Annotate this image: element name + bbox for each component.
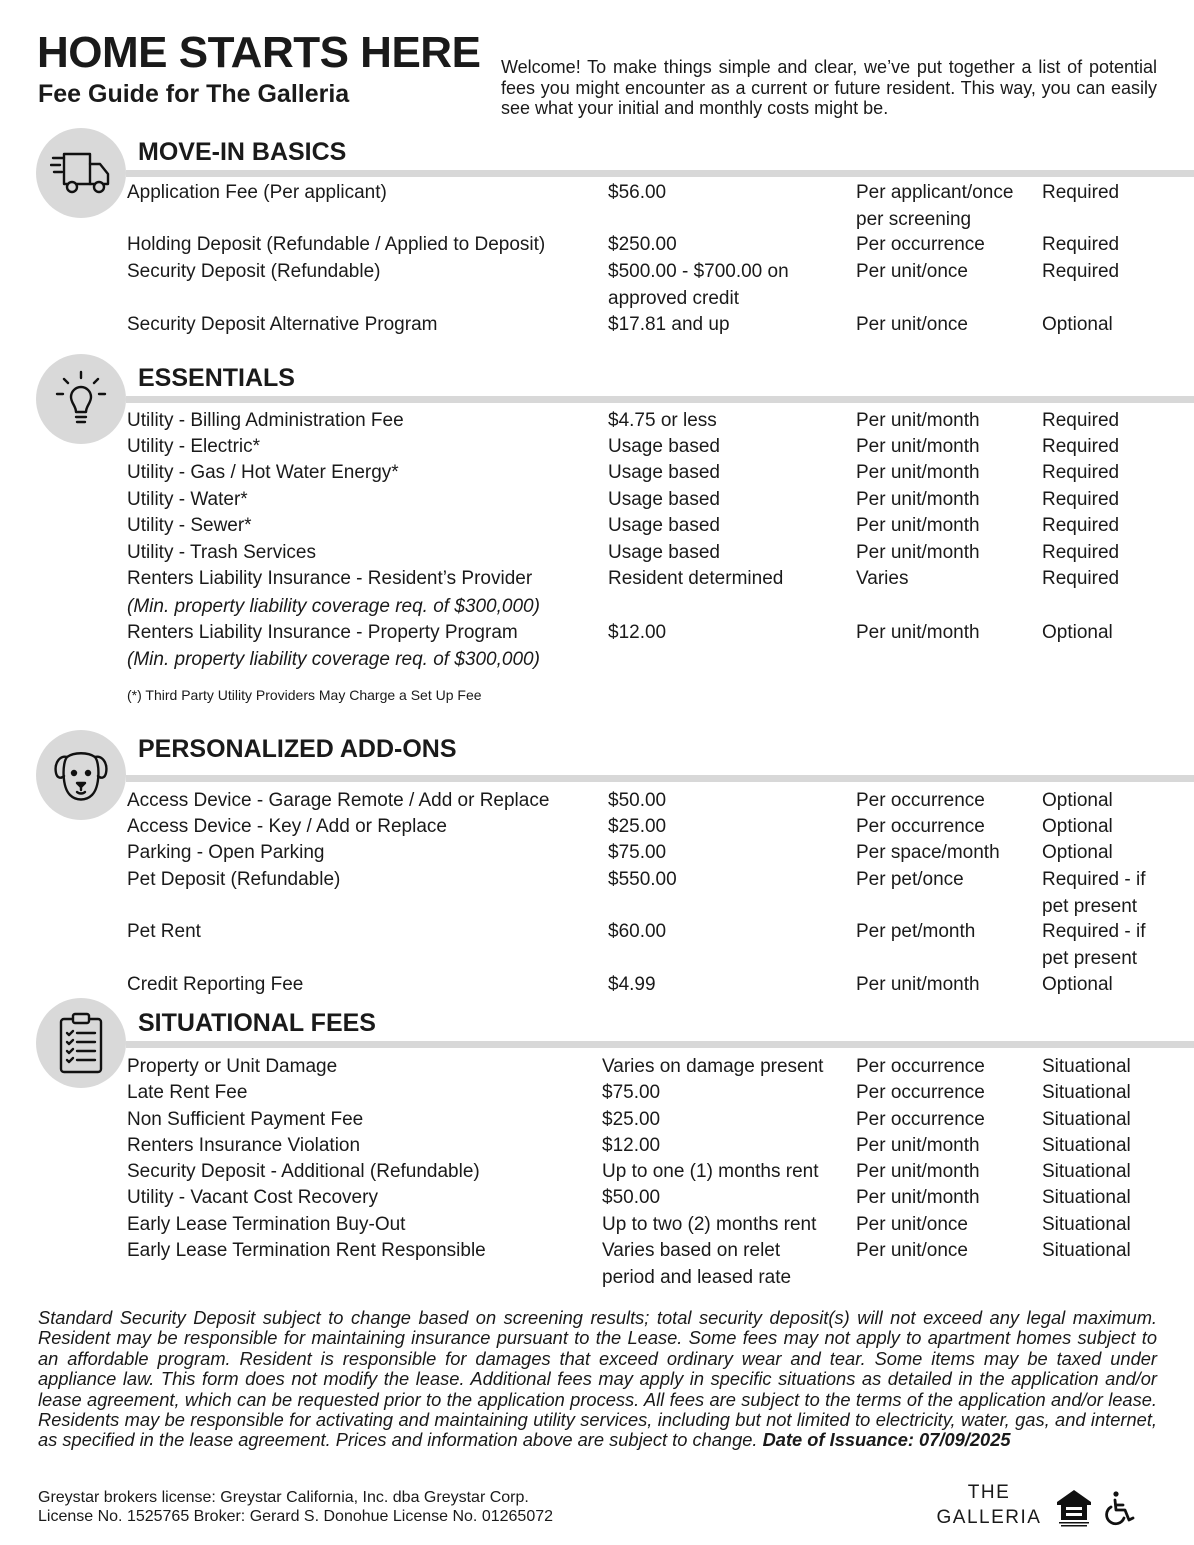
- fee-frequency: Per pet/once: [856, 869, 964, 890]
- fee-requirement: Required: [1042, 489, 1120, 510]
- fee-requirement: Optional: [1042, 842, 1113, 863]
- fee-name: Utility - Vacant Cost Recovery: [127, 1187, 378, 1208]
- fee-name: Property or Unit Damage: [127, 1056, 338, 1077]
- logo-line: THE: [967, 1482, 1011, 1503]
- fee-amount: Up to two (2) months rent: [602, 1214, 817, 1235]
- fee-frequency: Per unit/month: [856, 436, 980, 457]
- fee-name: Late Rent Fee: [127, 1082, 248, 1103]
- fee-name: Pet Rent: [127, 921, 201, 942]
- fee-name: Access Device - Garage Remote / Add or Replace: [127, 790, 550, 811]
- section-divider: [126, 775, 1194, 782]
- fee-frequency: Per unit/month: [856, 1161, 980, 1182]
- fee-requirement: Situational: [1042, 1056, 1131, 1077]
- fee-requirement: Required: [1042, 515, 1120, 536]
- fee-requirement: Situational: [1042, 1240, 1131, 1261]
- fee-frequency: Per occurrence: [856, 1056, 985, 1077]
- fee-frequency: Per unit/once: [856, 1214, 968, 1235]
- issuance-date: Date of Issuance: 07/09/2025: [762, 1429, 1011, 1451]
- fee-frequency: Per unit/month: [856, 462, 980, 483]
- fee-frequency: Per unit/once: [856, 1240, 968, 1261]
- wheelchair-accessibility-icon: [1103, 1490, 1137, 1526]
- fee-name: Utility - Trash Services: [127, 542, 316, 563]
- fee-amount: $12.00: [602, 1135, 661, 1156]
- fee-frequency: Per occurrence: [856, 1109, 985, 1130]
- fee-amount: Up to one (1) months rent: [602, 1161, 819, 1182]
- fee-requirement: Required: [1042, 568, 1120, 589]
- fee-name: Utility - Water*: [127, 489, 248, 510]
- section-divider: [126, 1041, 1194, 1048]
- fee-name: Renters Liability Insurance - Property Program: [127, 622, 518, 643]
- fee-requirement: Required - if pet present: [1042, 921, 1146, 969]
- fee-name: Security Deposit - Additional (Refundable): [127, 1161, 480, 1182]
- fee-frequency: Per unit/month: [856, 622, 980, 643]
- disclaimer-text: [38, 1308, 1157, 1451]
- fee-name: Utility - Sewer*: [127, 515, 252, 536]
- fee-frequency: Per unit/once: [856, 314, 968, 335]
- fee-name: Utility - Electric*: [127, 436, 261, 457]
- page-subtitle: Fee Guide for The Galleria: [38, 80, 350, 108]
- fee-name: Access Device - Key / Add or Replace: [127, 816, 447, 837]
- fee-name: Credit Reporting Fee: [127, 974, 304, 995]
- fee-frequency: Per unit/month: [856, 489, 980, 510]
- fee-requirement: Required: [1042, 462, 1120, 483]
- fee-amount: Usage based: [608, 542, 720, 563]
- utility-footnote: (*) Third Party Utility Providers May Charge a Set Up Fee: [127, 687, 482, 703]
- fee-amount: Usage based: [608, 462, 720, 483]
- fee-name: Utility - Billing Administration Fee: [127, 410, 404, 431]
- fee-name: Holding Deposit (Refundable / Applied to Deposit): [127, 234, 546, 255]
- fee-requirement: Optional: [1042, 816, 1113, 837]
- fee-requirement: Optional: [1042, 314, 1113, 335]
- section-title-situational: SITUATIONAL FEES: [138, 1009, 376, 1037]
- fee-amount: $12.00: [608, 622, 667, 643]
- fee-requirement: Required: [1042, 182, 1120, 203]
- fee-requirement: Situational: [1042, 1135, 1131, 1156]
- fee-amount: $75.00: [602, 1082, 661, 1103]
- fee-requirement: Required: [1042, 234, 1120, 255]
- fee-name: Early Lease Termination Rent Responsible: [127, 1240, 486, 1261]
- equal-housing-opportunity-icon: [1055, 1488, 1093, 1528]
- fee-frequency: Per occurrence: [856, 790, 985, 811]
- logo-line: GALLERIA: [936, 1507, 1042, 1528]
- fee-requirement: Required: [1042, 261, 1120, 282]
- fee-requirement: Situational: [1042, 1187, 1131, 1208]
- dog-icon: [36, 730, 126, 820]
- fee-requirement: Situational: [1042, 1082, 1131, 1103]
- fee-subtext: (Min. property liability coverage req. of $300,000): [127, 596, 540, 617]
- fee-requirement: Required: [1042, 542, 1120, 563]
- fee-requirement: Optional: [1042, 622, 1113, 643]
- fee-amount: Usage based: [608, 436, 720, 457]
- fee-amount: $4.75 or less: [608, 410, 717, 431]
- fee-amount: $56.00: [608, 182, 667, 203]
- fee-frequency: Per unit/month: [856, 974, 980, 995]
- broker-line: License No. 1525765 Broker: Gerard S. Donohue License No. 01265072: [38, 1508, 554, 1525]
- fee-amount: $17.81 and up: [608, 314, 730, 335]
- fee-requirement: Situational: [1042, 1214, 1131, 1235]
- fee-amount: $25.00: [608, 816, 667, 837]
- fee-amount: Varies based on relet period and leased rate: [602, 1240, 792, 1288]
- lightbulb-icon: [36, 354, 126, 444]
- fee-frequency: Per occurrence: [856, 1082, 985, 1103]
- fee-requirement: Optional: [1042, 790, 1113, 811]
- fee-requirement: Situational: [1042, 1109, 1131, 1130]
- moving-truck-icon: [36, 128, 126, 218]
- fee-name: Pet Deposit (Refundable): [127, 869, 341, 890]
- fee-amount: $250.00: [608, 234, 677, 255]
- section-title-essentials: ESSENTIALS: [138, 364, 295, 392]
- fee-amount: $50.00: [602, 1187, 661, 1208]
- fee-amount: $4.99: [608, 974, 656, 995]
- fee-name: Renters Liability Insurance - Resident’s Provider: [127, 568, 533, 589]
- fee-frequency: Per occurrence: [856, 816, 985, 837]
- fee-amount: $25.00: [602, 1109, 661, 1130]
- galleria-logo: [930, 1480, 1048, 1530]
- fee-requirement: Required - if pet present: [1042, 869, 1146, 917]
- broker-license: [38, 1488, 553, 1526]
- fee-frequency: Per pet/month: [856, 921, 976, 942]
- fee-name: Application Fee (Per applicant): [127, 182, 387, 203]
- fee-name: Parking - Open Parking: [127, 842, 325, 863]
- fee-frequency: Per unit/month: [856, 410, 980, 431]
- clipboard-checklist-icon: [36, 998, 126, 1088]
- fee-amount: $60.00: [608, 921, 667, 942]
- fee-amount: Varies on damage present: [602, 1056, 824, 1077]
- page-title: HOME STARTS HERE: [37, 28, 481, 77]
- fee-amount: Usage based: [608, 489, 720, 510]
- fee-requirement: Required: [1042, 436, 1120, 457]
- fee-frequency: Per space/month: [856, 842, 1000, 863]
- section-title-add-ons: PERSONALIZED ADD-ONS: [138, 735, 457, 763]
- fee-amount: Resident determined: [608, 568, 784, 589]
- fee-name: Security Deposit (Refundable): [127, 261, 381, 282]
- fee-name: Early Lease Termination Buy-Out: [127, 1214, 406, 1235]
- section-divider: [126, 396, 1194, 403]
- fee-frequency: Per unit/month: [856, 1187, 980, 1208]
- fee-amount: $550.00: [608, 869, 677, 890]
- broker-line: Greystar brokers license: Greystar California, Inc. dba Greystar Corp.: [38, 1489, 529, 1506]
- fee-frequency: Per unit/month: [856, 542, 980, 563]
- fee-name: Renters Insurance Violation: [127, 1135, 361, 1156]
- fee-amount: $50.00: [608, 790, 667, 811]
- fee-name: Non Sufficient Payment Fee: [127, 1109, 364, 1130]
- fee-frequency: Per unit/month: [856, 515, 980, 536]
- fee-requirement: Optional: [1042, 974, 1113, 995]
- fee-name: Security Deposit Alternative Program: [127, 314, 438, 335]
- fee-subtext: (Min. property liability coverage req. of $300,000): [127, 649, 540, 670]
- section-divider: [126, 170, 1194, 177]
- fee-amount: $500.00 - $700.00 on approved credit: [608, 261, 789, 309]
- fee-amount: $75.00: [608, 842, 667, 863]
- fee-frequency: Per unit/once: [856, 261, 968, 282]
- fee-requirement: Situational: [1042, 1161, 1131, 1182]
- section-title-move-in: MOVE-IN BASICS: [138, 138, 347, 166]
- disclaimer-body: Standard Security Deposit subject to change based on screening results; total security deposit(s) will not exceed any legal maximum. Resident may be responsible for maintaining insurance pursuant to the Lease. Some fees may not apply to apartment homes subject to an affordable program. Resident is responsible for damages that exceed ordinary wear and tear. Some items may be taxed under appliance law. This form does not modify the lease. Additional fees may apply in specific situations as detailed in the application and/or lease agreement, which can be requested prior to the application process. All fees are subject to the terms of the application and/or lease. Residents may be responsible for activating and maintaining utility services, including but not limited to electricity, water, gas, and internet, as specified in the lease agreement. Prices and information above are subject to change.: [38, 1307, 1157, 1451]
- fee-frequency: Per unit/month: [856, 1135, 980, 1156]
- fee-frequency: Per applicant/once per screening: [856, 182, 1014, 230]
- fee-requirement: Required: [1042, 410, 1120, 431]
- fee-amount: Usage based: [608, 515, 720, 536]
- fee-frequency: Varies: [856, 568, 909, 589]
- welcome-text: Welcome! To make things simple and clear, we’ve put together a list of potential fees you might encounter as a current or future resident. This way, you can easily see what your initial and monthly costs might be.: [501, 57, 1157, 118]
- fee-name: Utility - Gas / Hot Water Energy*: [127, 462, 399, 483]
- fee-frequency: Per occurrence: [856, 234, 985, 255]
